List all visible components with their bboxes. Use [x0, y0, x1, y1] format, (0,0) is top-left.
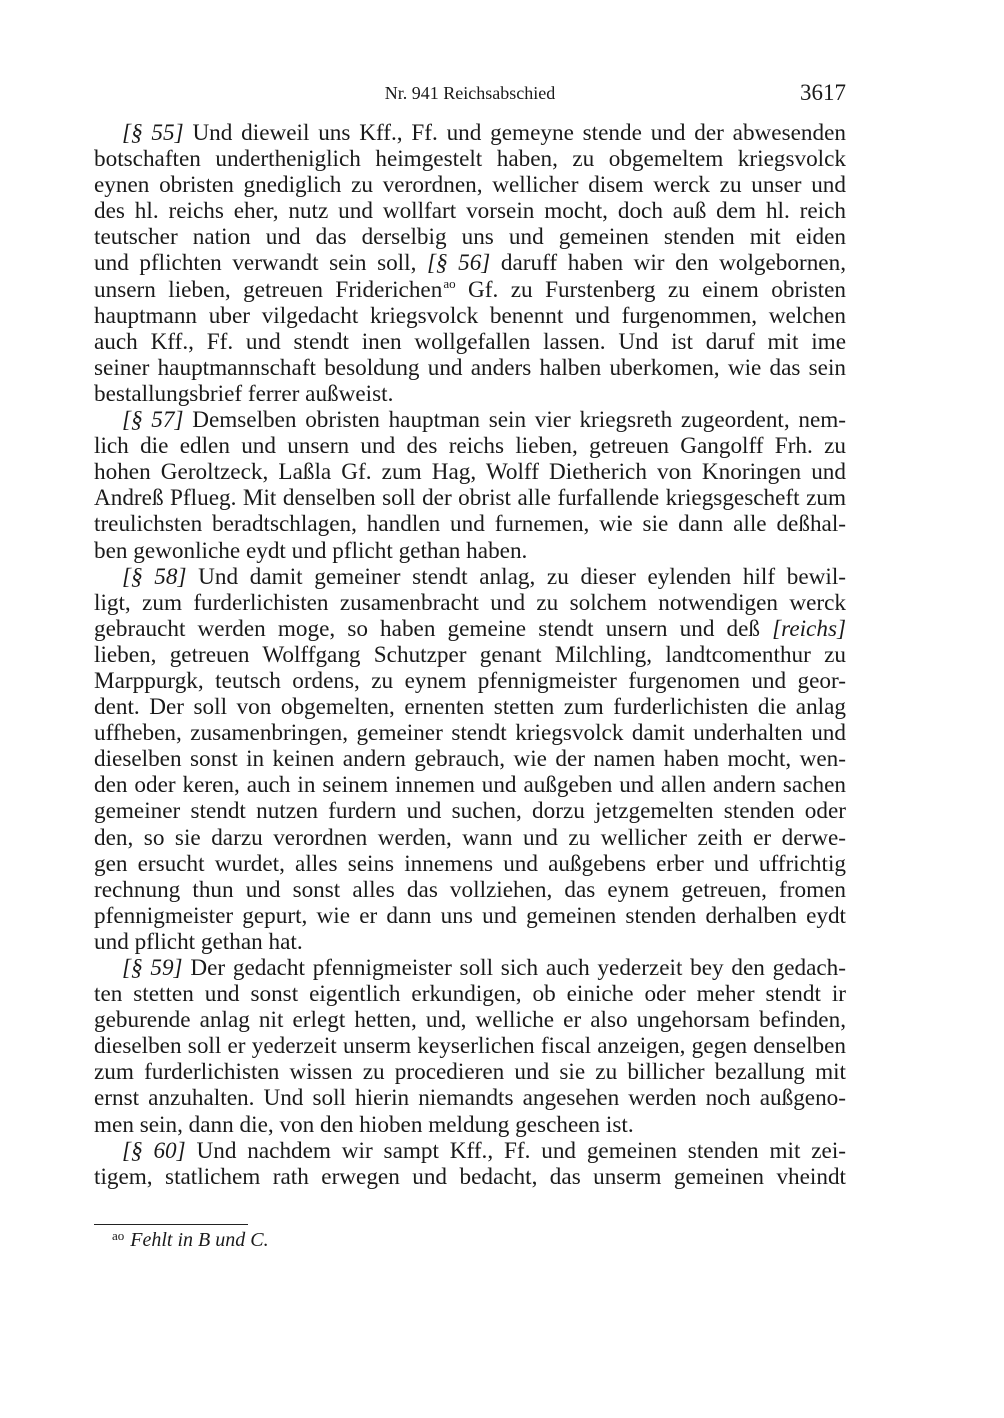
- text-line: uffheben, zusamenbringen, gemeiner stendt kriegsvolck damit underhalten und: [94, 720, 846, 747]
- page-header: [94, 80, 846, 106]
- text-line: den oder keren, auch in seinem innemen und außgeben und allen andern sachen: [94, 772, 846, 799]
- text-line: dieselben soll er yederzeit unserm keyserlichen fiscal anzeigen, gegen denselben: [94, 1033, 846, 1060]
- page-number: 3617: [800, 80, 846, 105]
- text-line: gemeiner stendt nutzen furdern und suchen, dorzu jetzgemelten stenden oder: [94, 798, 846, 825]
- section-marker: [§ 60]: [122, 1137, 186, 1164]
- text-line: des hl. reichs eher, nutz und wollfart vorsein mocht, doch auß dem hl. reich: [94, 198, 846, 225]
- text-line: [§ 60] Und nachdem wir sampt Kff., Ff. und gemeinen stenden mit zei-: [122, 1137, 846, 1164]
- text-line: und pflichten verwandt sein soll, [§ 56] daruff haben wir den wolgebornen,: [94, 250, 846, 277]
- footnote-reference[interactable]: ao: [443, 275, 456, 291]
- text-line: ben gewonliche eydt und pflicht gethan haben.: [94, 537, 528, 564]
- text-line: seiner hauptmannschaft besoldung und anders halben uberkomen, wie das sein: [94, 354, 846, 381]
- text-line: tigem, statlichem rath erwegen und bedacht, das unserm gemeinen vheindt: [94, 1163, 846, 1190]
- text-line: dieselben sonst in keinen andern gebrauch, wie der namen haben mocht, wen-: [94, 746, 846, 773]
- section-marker: [§ 59]: [122, 955, 183, 981]
- text-line: lich die edlen und unsern und des reichs lieben, getreuen Gangolff Frh. zu: [94, 433, 846, 460]
- text-line: und pflicht gethan hat.: [94, 928, 303, 955]
- text-line: gen ersucht wurdet, alles seins innemens und außgebens erber und uffrichtig: [94, 850, 846, 877]
- text-line: lieben, getreuen Wolffgang Schutzper genant Milchling, landtcomenthur zu: [94, 641, 846, 668]
- paragraph-57: [94, 407, 846, 564]
- text-line: [§ 59] Der gedacht pfennigmeister soll sich auch yederzeit bey den gedach-: [122, 955, 846, 981]
- text-line: ernst anzuhalten. Und soll hierin niemandts angesehen werden noch außgeno-: [94, 1085, 846, 1112]
- main-text: [94, 120, 846, 1190]
- footnote: [112, 1229, 269, 1252]
- text-line: dent. Der soll von obgemelten, ernenten stetten zum furderlichisten die anlag: [94, 694, 846, 721]
- text-line: geburende anlag nit erlegt hetten, und, welliche er also ungehorsam befinden,: [94, 1007, 846, 1034]
- text-line: [§ 58] Und damit gemeiner stendt anlag, zu dieser eylenden hilf bewil-: [122, 563, 846, 590]
- section-marker: [§ 55]: [122, 120, 184, 146]
- paragraph-58: [94, 564, 846, 955]
- footnote-mark: ao: [112, 1228, 125, 1243]
- footnote-text: Fehlt in B und C.: [130, 1229, 269, 1251]
- text-line: den, so sie darzu verordnen werden, wann und zu wellicher zeith er derwe-: [94, 824, 846, 851]
- text-line: ten stetten und sonst eigentlich erkundigen, ob einiche oder meher stendt ir: [94, 981, 846, 1008]
- text-line: zum furderlichisten wissen zu procedieren und sie zu billicher bezallung mit: [94, 1059, 846, 1086]
- text-line: pfennigmeister gepurt, wie er dann uns und gemeinen stenden derhalben eydt: [94, 902, 846, 929]
- text-line: botschaften undertheniglich heimgestelt haben, zu obgemeltem kriegsvolck: [94, 146, 846, 173]
- paragraph-60: [94, 1138, 846, 1190]
- text-line: Andreß Pflueg. Mit denselben soll der obrist alle furfallende kriegsgescheft zum: [94, 485, 846, 512]
- text-line: bestallungsbrief ferrer außweist.: [94, 380, 394, 407]
- text-line: ligt, zum furderlichisten zusamenbracht und zu solchem notwendigen werck: [94, 589, 846, 616]
- text-line: men sein, dann die, von den hioben meldung gescheen ist.: [94, 1111, 634, 1138]
- section-marker: [§ 56]: [426, 250, 491, 277]
- paragraph-59: [94, 955, 846, 1138]
- text-line: Marppurgk, teutsch ordens, zu eynem pfennigmeister furgenomen und geor-: [94, 667, 846, 694]
- text-line: unsern lieben, getreuen Friderichen$^{ao}$ Gf. zu Furstenberg zu einem obristen: [94, 275, 846, 303]
- text-line: eynen obristen gnediglich zu verordnen, wellicher disem werck zu unser und: [94, 172, 846, 199]
- text-line: hauptmann uber vilgedacht kriegsvolck benennt und furgenommen, welchen: [94, 302, 846, 329]
- text-line: treulichsten beradtschlagen, handlen und furnemen, wie sie dann alle deßhal-: [94, 511, 846, 538]
- section-marker: [§ 58]: [122, 563, 187, 590]
- text-line: auch Kff., Ff. und stendt inen wollgefallen lassen. Und ist daruf mit ime: [94, 328, 846, 355]
- text-line: rechnung thun und sonst alles das vollziehen, das eynem getreuen, fromen: [94, 876, 846, 903]
- section-marker: [§ 57]: [122, 407, 184, 434]
- editorial-emendation: [reichs]: [772, 615, 846, 642]
- running-title: Nr. 941 Reichsabschied: [384, 83, 556, 103]
- text-line: gebraucht werden moge, so haben gemeine stendt unsern und deß [reichs]: [94, 615, 846, 642]
- footnote-divider: [94, 1224, 248, 1225]
- text-line: [§ 55] Und dieweil uns Kff., Ff. und gemeyne stende und der abwesenden: [122, 120, 846, 146]
- paragraph-55: [94, 120, 846, 407]
- text-line: teutscher nation und das derselbig uns und gemeinen stenden mit eiden: [94, 224, 846, 251]
- text-line: hohen Geroltzeck, Laßla Gf. zum Hag, Wolff Dietherich von Knoringen und: [94, 459, 846, 486]
- text-line: [§ 57] Demselben obristen hauptman sein vier kriegsreth zugeordent, nem-: [122, 407, 846, 434]
